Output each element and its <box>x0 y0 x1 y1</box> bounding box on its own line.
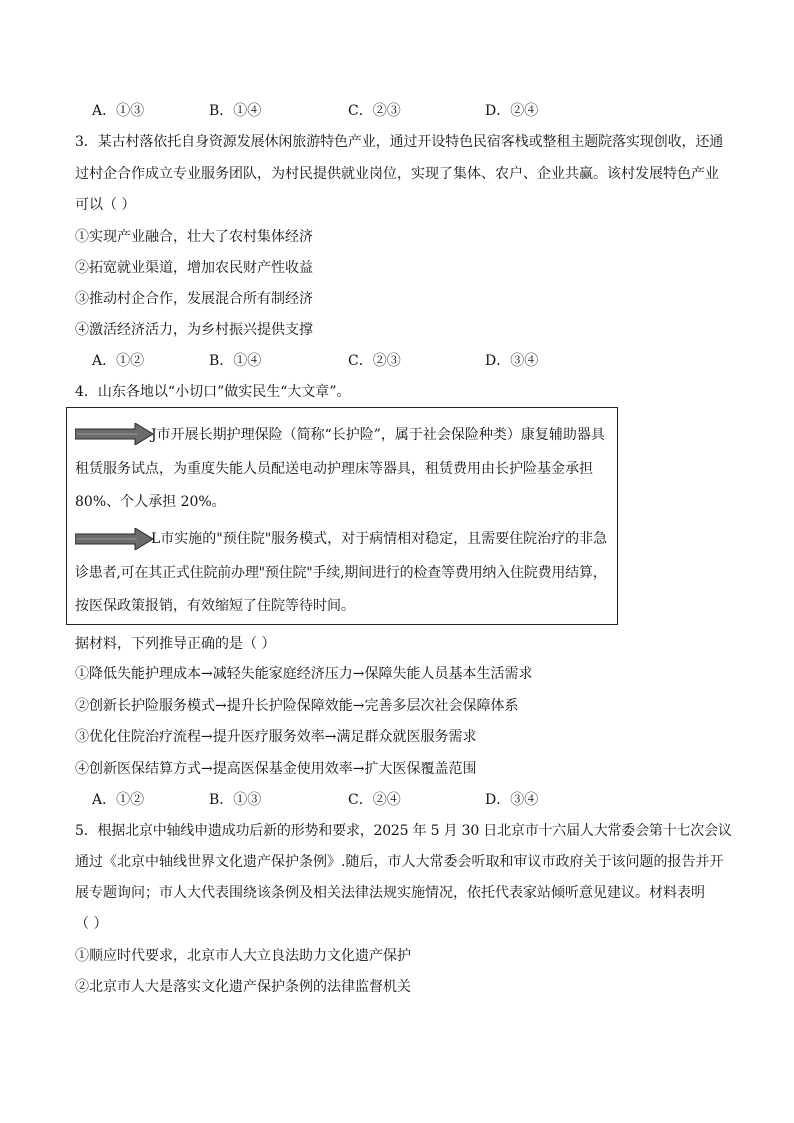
q4-option-a: A．①② <box>92 792 145 808</box>
q5-stem-line-2: 通过《北京中轴线世界文化遗产保护条例》.随后，市人大常委会听取和审议市政府关于该问题的报告并开 <box>75 854 724 870</box>
q4-option-b: B．①③ <box>209 792 262 808</box>
q3-option-a: A．①② <box>92 353 145 369</box>
q4-item-1: ①降低失能护理成本→减轻失能家庭经济压力→保障失能人员基本生活需求 <box>75 666 533 682</box>
q4-option-d: D．③④ <box>485 792 539 808</box>
q4-material-j-line-2: 租赁服务试点，为重度失能人员配送电动护理床等器具，租赁费用由长护险基金承担 <box>75 461 593 477</box>
right-arrow-icon <box>75 423 153 445</box>
q3-item-1: ①实现产业融合，壮大了农村集体经济 <box>75 229 313 245</box>
q3-item-4: ④激活经济活力，为乡村振兴提供支撑 <box>75 322 313 338</box>
q4-material-l-line-3: 按医保政策报销，有效缩短了住院等待时间。 <box>75 598 355 614</box>
q5-stem-line-4: （ ） <box>75 916 108 932</box>
q3-option-c: C．②③ <box>348 353 401 369</box>
q4-material-l-line-1: L市实施的"预住院"服务模式，对于病情相对稳定，且需要住院治疗的非急 <box>151 531 608 547</box>
q3-stem-line-1: 3．某古村落依托自身资源发展休闲旅游特色产业，通过开设特色民宿客栈或整租主题院落实现创收，还通 <box>75 134 724 150</box>
q4-material-l-line-2: 诊患者,可在其正式住院前办理"预住院"手续,期间进行的检查等费用纳入住院费用结算， <box>75 565 607 581</box>
q4-question: 据材料，下列推导正确的是（ ） <box>75 636 276 652</box>
q5-item-1: ①顺应时代要求，北京市人大立良法助力文化遗产保护 <box>75 948 411 964</box>
q4-item-2: ②创新长护险服务模式→提升长护险保障效能→完善多层次社会保障体系 <box>75 698 519 714</box>
q2-option-c: C．②③ <box>348 103 401 119</box>
q4-item-3: ③优化住院治疗流程→提升医疗服务效率→满足群众就医服务需求 <box>75 729 477 745</box>
q3-stem-line-2: 过村企合作成立专业服务团队，为村民提供就业岗位，实现了集体、农户、企业共赢。该村发展特色产业 <box>75 166 719 182</box>
q4-material-j-line-3: 80%、个人承担 20%。 <box>75 494 226 510</box>
q4-material-j-line-1: J市开展长期护理保险（简称“长护险”，属于社会保险种类）康复辅助器具 <box>151 427 605 443</box>
q3-option-d: D．③④ <box>485 353 539 369</box>
q4-stem: 4．山东各地以“小切口”做实民生“大文章”。 <box>75 384 351 400</box>
q5-stem-line-3: 展专题询问；市人大代表围绕该条例及相关法律法规实施情况，依托代表家站倾听意见建议。材料表明 <box>75 885 705 901</box>
q2-option-a: A．①③ <box>92 103 145 119</box>
q4-material-box <box>66 407 618 625</box>
q3-item-3: ③推动村企合作，发展混合所有制经济 <box>75 291 313 307</box>
q3-item-2: ②拓宽就业渠道，增加农民财产性收益 <box>75 260 313 276</box>
q2-option-b: B．①④ <box>209 103 262 119</box>
right-arrow-icon <box>75 528 153 550</box>
q5-item-2: ②北京市人大是落实文化遗产保护条例的法律监督机关 <box>75 979 411 995</box>
q3-option-b: B．①④ <box>209 353 262 369</box>
q4-option-c: C．②④ <box>348 792 401 808</box>
q5-stem-line-1: 5．根据北京中轴线申遗成功后新的形势和要求，2025 年 5 月 30 日北京市十六届人大常委会第十七次会议 <box>75 823 732 839</box>
q3-stem-line-3: 可以（ ） <box>75 197 136 213</box>
q2-option-d: D．②④ <box>485 103 539 119</box>
q4-item-4: ④创新医保结算方式→提高医保基金使用效率→扩大医保覆盖范围 <box>75 761 477 777</box>
